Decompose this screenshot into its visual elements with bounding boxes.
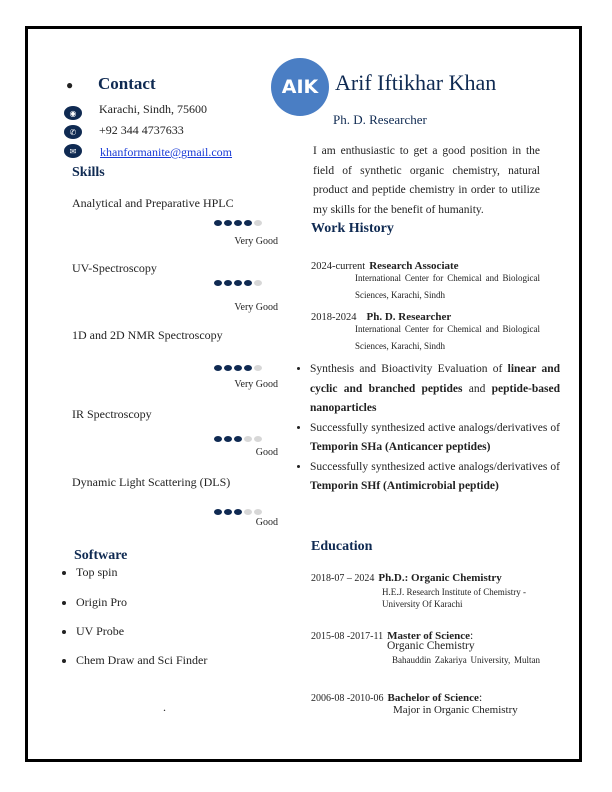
- education-org: Bahauddin Zakariya University, Multan: [392, 655, 540, 665]
- achievements-list: [292, 360, 560, 497]
- education-degree: Master of Science: [387, 630, 471, 642]
- rating-dot: [214, 509, 222, 515]
- candidate-name: Arif Iftikhar Khan: [335, 70, 497, 95]
- rating-dot: [244, 509, 252, 515]
- achievement-item: • Successfully synthesized active analogs/derivatives of Temporin SHa (Anticancer peptides): [310, 419, 560, 458]
- skill-name: IR Spectroscopy: [72, 407, 152, 421]
- contact-address: Karachi, Sindh, 75600: [99, 102, 207, 116]
- rating-dot: [254, 509, 262, 515]
- skill-rating: [214, 509, 262, 515]
- rating-dot: [214, 436, 222, 442]
- skill-rating: [214, 280, 262, 286]
- skill-name: Analytical and Preparative HPLC: [72, 196, 234, 210]
- trailing-dot: .: [163, 700, 166, 714]
- software-list: [58, 565, 207, 668]
- job-title: Ph. D. Researcher: [366, 311, 452, 323]
- email-icon: ✉: [64, 144, 82, 158]
- rating-dot: [234, 509, 242, 515]
- job-org: International Center for Chemical and Biological Sciences, Karachi, Sindh: [355, 273, 540, 300]
- phone-icon: ✆: [64, 125, 82, 139]
- rating-dot: [224, 280, 232, 286]
- skill-rating: [214, 436, 262, 442]
- rating-dot: [234, 280, 242, 286]
- education-date: 2015-08 -2017-11: [311, 631, 384, 642]
- rating-dot: [244, 365, 252, 371]
- education-heading: Education: [311, 539, 373, 554]
- summary-text: I am enthusiastic to get a good position in the field of synthetic organic chemistry, natural product and peptide chemistry in order to utilize my skills for the benefit of humanity.: [313, 145, 540, 216]
- job-title: Research Associate: [369, 260, 459, 272]
- skill-rating: [214, 365, 262, 371]
- education-entry: [311, 568, 502, 586]
- rating-dot: [234, 436, 242, 442]
- skill-level: Very Good: [234, 379, 278, 390]
- rating-dot: [224, 509, 232, 515]
- skill-level: Good: [255, 447, 278, 458]
- candidate-role: Ph. D. Researcher: [333, 112, 427, 127]
- skill-name: UV-Spectroscopy: [72, 261, 157, 275]
- software-item: • Chem Draw and Sci Finder: [76, 653, 207, 668]
- skill-rating: [214, 220, 262, 226]
- education-entry: 2015-08 -2017-11 Master of Science:: [311, 630, 474, 642]
- software-item: • Origin Pro: [76, 595, 207, 610]
- skills-heading: Skills: [72, 165, 105, 180]
- rating-dot: [234, 365, 242, 371]
- rating-dot: [214, 365, 222, 371]
- education-subject: Major in Organic Chemistry: [393, 704, 518, 716]
- job-date: 2024-current: [311, 261, 366, 272]
- education-subject: Organic Chemistry: [387, 640, 475, 652]
- contact-email-link[interactable]: khanformanite@gmail.com: [100, 145, 233, 159]
- rating-dot: [244, 436, 252, 442]
- software-item: • UV Probe: [76, 624, 207, 639]
- work-heading: Work History: [311, 221, 394, 236]
- skill-level: Very Good: [234, 302, 278, 313]
- rating-dot: [224, 436, 232, 442]
- rating-dot: [254, 220, 262, 226]
- contact-bullet: ●: [66, 78, 74, 92]
- rating-dot: [254, 436, 262, 442]
- skill-level: Good: [255, 517, 278, 528]
- rating-dot: [214, 220, 222, 226]
- education-org: H.E.J. Research Institute of Chemistry - University Of Karachi: [382, 587, 526, 609]
- software-item: • Top spin: [76, 565, 207, 580]
- rating-dot: [214, 280, 222, 286]
- avatar: AIK: [271, 58, 329, 116]
- rating-dot: [254, 280, 262, 286]
- job-date: 2018-2024: [311, 312, 357, 323]
- rating-dot: [224, 365, 232, 371]
- education-entry: 2006-08 -2010-06 Bachelor of Science:: [311, 692, 483, 704]
- job-org: International Center for Chemical and Biological Sciences, Karachi, Sindh: [355, 324, 540, 351]
- skill-level: Very Good: [234, 236, 278, 247]
- achievement-item: • Synthesis and Bioactivity Evaluation of linear and cyclic and branched peptides and peptide-based nanoparticles: [310, 360, 560, 419]
- rating-dot: [234, 220, 242, 226]
- software-heading: Software: [74, 548, 128, 563]
- rating-dot: [224, 220, 232, 226]
- education-date: 2018-07 – 2024: [311, 573, 375, 584]
- education-date: 2006-08 -2010-06: [311, 693, 384, 704]
- education-degree: Bachelor of Science: [387, 692, 479, 704]
- contact-heading: Contact: [98, 74, 156, 93]
- education-degree: Ph.D.: Organic Chemistry: [378, 572, 502, 584]
- rating-dot: [244, 280, 252, 286]
- contact-phone: +92 344 4737633: [99, 123, 184, 137]
- skill-name: 1D and 2D NMR Spectroscopy: [72, 328, 223, 342]
- achievement-item: • Successfully synthesized active analogs/derivatives of Temporin SHf (Antimicrobial peptide): [310, 458, 560, 497]
- skill-name: Dynamic Light Scattering (DLS): [72, 475, 231, 489]
- location-icon: ◉: [64, 106, 82, 120]
- rating-dot: [254, 365, 262, 371]
- rating-dot: [244, 220, 252, 226]
